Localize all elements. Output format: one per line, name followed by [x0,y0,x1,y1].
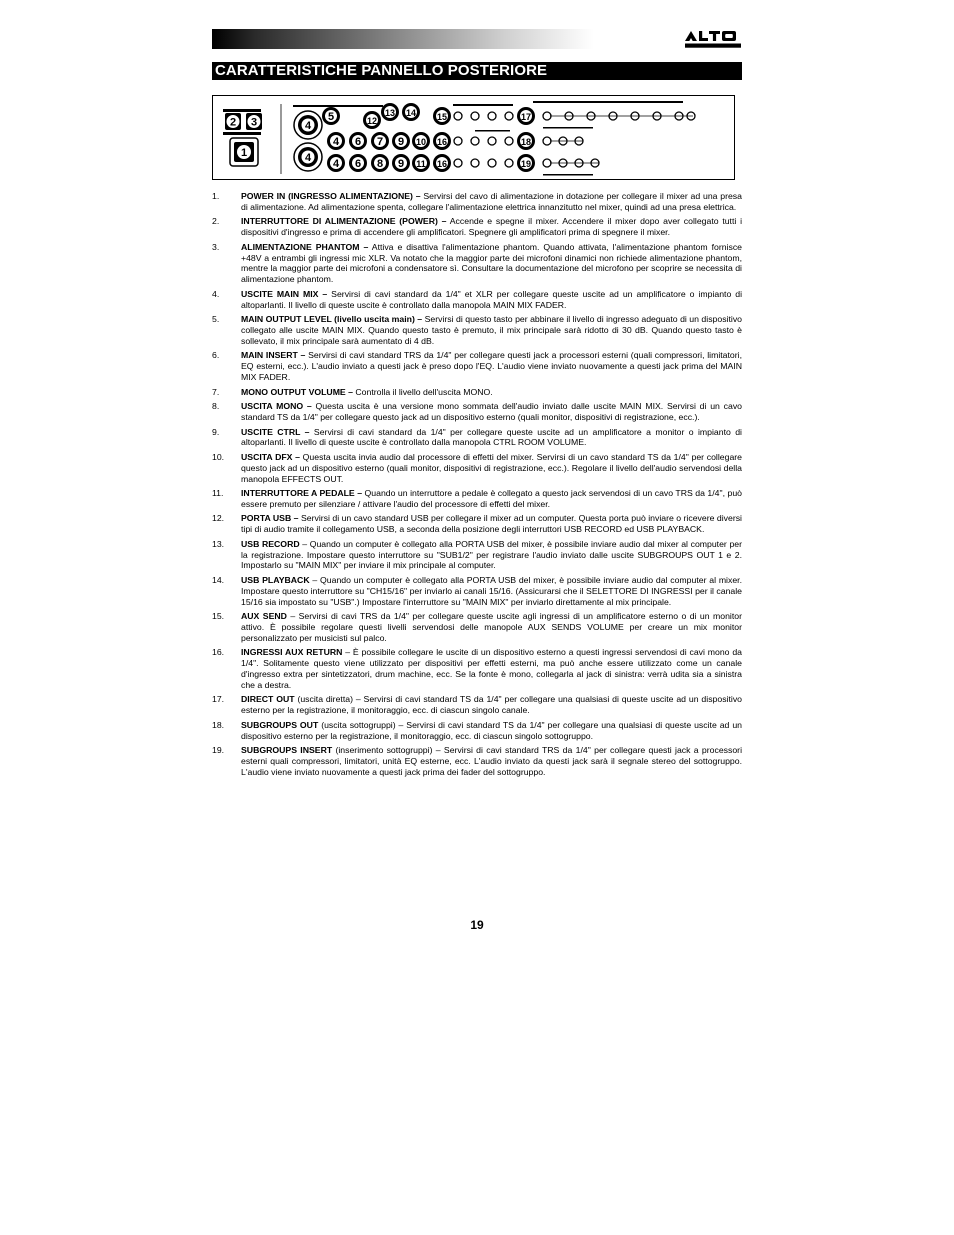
alto-logo [684,30,742,49]
feature-term: INGRESSI AUX RETURN [241,647,343,658]
feature-term: SUBGROUPS OUT [241,719,319,730]
feature-description: Servirsi del cavo di alimentazione in dotazione per collegare il mixer ad una presa di alimentazione. Ad alimentazione spenta, collegare l'alimentazione elettrica innanzitutto nel mixer, quindi ad una presa elettrica. [241,191,742,212]
feature-description: Servirsi di questo tasto per abbinare il livello di ingresso adeguato di un dispositivo collegato alle uscite MAIN MIX. Quando questo tasto è premuto, il mix principale sarà ridotto di 30 dB. Quando questo tasto è sollevato, il mix principale sarà aumentato di 4 dB. [241,314,742,346]
feature-description: – Quando un computer è collegato alla PORTA USB del mixer, è possibile inviare audio dal computer al mixer. Impostare questo interruttore su "CH15/16" per inviarlo ai canali 15/16. (Assicurarsi che il SELETTORE DI INGRESSI per il canale 15/16 sia impostato su "USB".) Impostare l'interruttore su "MAIN MIX" per inviarlo direttamente al mix principale. [241,575,742,607]
feature-item [212,350,742,382]
feature-description: – Servirsi di cavi TRS da 1/4" per collegare queste uscite agli ingressi di un amplificatore esterno o di un monitor attivo. È possibile regolare questi livelli servendosi delle manopole AUX SENDS VOLUME per creare un mix monitor personalizzato per musicisti sul palco. [241,611,742,643]
callout-6b: 6 [354,158,362,170]
feature-number: 3. [212,241,220,252]
feature-term: INTERRUTTORE A PEDALE – [241,488,363,499]
callout-12: 12 [366,116,378,126]
feature-term: POWER IN (INGRESSO ALIMENTAZIONE) – [241,191,421,201]
callout-11: 11 [416,159,426,169]
callout-7: 7 [376,136,384,148]
rear-panel-diagram [212,95,735,180]
callout-4b: 4 [304,152,312,164]
callout-4a: 4 [304,120,312,132]
feature-item [212,387,742,398]
feature-description: Servirsi di cavi standard TRS da 1/4" per collegare questi jack a processori esterni (quali compressori, limitatori, EQ esterni, ecc.). L'audio inviato a questi jack è preso dopo l'EQ. L'audio viene inviato nuovamente a questi jack prima del MAIN MIX FADER. [241,350,742,382]
callout-13: 13 [384,108,396,118]
feature-term: MAIN OUTPUT LEVEL (livello uscita main) – [241,314,423,325]
feature-description: Quando un interruttore a pedale è collegato a questo jack servendosi di un cavo TRS da 1/4", può essere premuto per silenziare / attivare l'audio del processore di effetti del mixer. [241,488,742,509]
feature-item [212,289,742,311]
callout-5: 5 [327,111,335,123]
feature-term: INTERRUTTORE DI ALIMENTAZIONE (POWER) – [241,216,447,227]
feature-term: USB PLAYBACK [241,575,310,586]
page-number: 19 [470,918,484,932]
feature-number: 5. [212,314,220,325]
feature-term: USCITE CTRL – [241,426,310,437]
callout-1: 1 [240,147,248,159]
feature-description: (uscita diretta) – Servirsi di cavi standard TS da 1/4" per collegare una qualsiasi di queste uscite ad un dispositivo esterno per la registrazione, il monitoraggio, ecc. di ciascun singolo canale. [241,694,742,716]
feature-item [212,745,742,777]
feature-term: AUX SEND [241,611,287,622]
feature-item [212,539,742,571]
feature-number: 8. [212,401,220,412]
power-section [223,109,262,166]
feature-number: 7. [212,386,220,397]
feature-item [212,513,742,535]
feature-description: (inserimento sottogruppi) – Servirsi di cavi standard TRS da 1/4" per collegare questi jack a processori esterni quali compressori, limitatori, unità EQ esterne, ecc. L'audio inviato da questi jack sarà il segnale stereo del sottogruppo. L'audio viene inviato nuovamente a questi jack prima dei fader del sottogruppo. [241,745,743,777]
feature-term: USB RECORD [241,538,300,549]
callout-4c: 4 [332,136,340,148]
feature-term: MONO OUTPUT VOLUME – [241,386,353,397]
callout-2: 2 [229,116,237,129]
callout-4d: 4 [332,158,340,170]
callout-17: 17 [520,112,532,122]
feature-item [212,191,742,213]
feature-description: Accende e spegne il mixer. Accendere il mixer dopo aver collegato tutti i dispositivi d'ingresso e prima di accendere gli amplificatori. Spegnere gli amplificatori prima di spegnere il mixer. [241,216,742,238]
aux-section [433,104,513,172]
feature-item [212,611,742,643]
feature-item [212,242,742,285]
feature-number: 1. [212,191,220,201]
feature-term: PORTA USB – [241,513,299,524]
feature-list [212,191,742,781]
feature-number: 4. [212,288,220,299]
feature-item [212,647,742,690]
feature-number: 11. [212,488,224,499]
callout-14: 14 [405,108,417,118]
feature-item [212,314,742,346]
feature-number: 6. [212,350,220,361]
callout-18: 18 [520,137,532,147]
feature-number: 16. [212,647,225,658]
callout-10: 10 [415,137,427,147]
feature-item [212,216,742,238]
feature-description: Questa uscita invia audio dal processore di effetti del mixer. Servirsi di un cavo standard TS da 1/4" per collegare questo jack ad un dispositivo esterno (quali monitor, dispositivi di registrazione, ecc.). Regolare il livello dell'audio servendosi della manopola EFFECTS OUT. [241,451,742,484]
feature-term: USCITE MAIN MIX – [241,288,328,299]
feature-term: MAIN INSERT – [241,350,306,361]
callout-3: 3 [250,116,258,129]
direct-out-subgroups [517,101,695,176]
feature-item [212,720,742,742]
section-title: CARATTERISTICHE PANNELLO POSTERIORE [212,62,742,80]
feature-item [212,401,742,423]
feature-number: 9. [212,426,220,437]
feature-description: Questa uscita è una versione mono sommata dell'audio inviato dalle uscite MAIN MIX. Servirsi di un cavo standard TS da 1/4" per collegare questo jack ad un dispositivo esterno (quali monitor, dispositivi di registrazione, ecc.). [241,401,742,422]
feature-item [212,694,742,716]
feature-description: – È possibile collegare le uscite di un dispositivo esterno a questi ingressi servendosi di cavi mono da 1/4". Solitamente questo viene utilizzato per dispositivi per effetti esterni, ma può anche essere utilizzato come un canale d'ingresso extra per sintetizzatori, drum machine, ecc. Se la fonte è mono, collegarla al jack di sinistra: verrà udita sia a sinistra che a destra. [241,647,742,690]
feature-term: USCITA MONO – [241,401,312,412]
feature-term: SUBGROUPS INSERT [241,745,333,756]
feature-description: Servirsi di un cavo standard USB per collegare il mixer ad un computer. Questa porta può inviare o ricevere diversi tipi di audio tramite il collegamento USB, a seconda della posizione degli interruttori USB RECORD ed USB PLAYBACK. [241,513,742,535]
feature-number: 12. [212,513,225,524]
feature-number: 10. [212,451,225,462]
feature-term: ALIMENTAZIONE PHANTOM – [241,241,369,252]
feature-item [212,427,742,449]
jack-callouts [322,103,430,172]
feature-number: 19. [212,745,225,756]
feature-item [212,575,742,607]
feature-description: – Quando un computer è collegato alla PORTA USB del mixer, è possibile inviare audio dal mixer al computer per la registrazione. Impostare questo interruttore su "SUB1/2" per registrare l'audio inviato dalle uscite SUBGROUPS OUT 1 e 2. Impostarlo su "MAIN MIX" per inviare il mix principale al computer. [241,538,743,571]
callout-19: 19 [520,159,532,169]
feature-term: DIRECT OUT [241,694,295,705]
feature-item [212,488,742,510]
feature-number: 17. [212,694,225,705]
feature-number: 13. [212,538,225,549]
header-gradient-bar [212,29,742,49]
callout-16a: 16 [436,137,448,147]
callout-9a: 9 [397,136,405,148]
callout-6a: 6 [354,136,362,148]
feature-description: Servirsi di cavi standard da 1/4" per collegare queste uscite ad un amplificatore a monitor o impianto di altoparlanti. Il livello di queste uscite è controllato dalla manopola CTRL ROOM VOLUME. [241,426,742,448]
feature-description: Controlla il livello dell'uscita MONO. [352,386,493,397]
callout-9b: 9 [397,158,405,170]
feature-number: 15. [212,611,225,622]
feature-item [212,452,742,484]
callout-8: 8 [376,158,384,170]
feature-description: Servirsi di cavi standard da 1/4" et XLR per collegare queste uscite ad un amplificatore o impianto di altoparlanti. Il livello di queste uscite è controllato dalla manopola MAIN MIX FADER. [241,288,742,310]
feature-number: 18. [212,719,225,730]
feature-term: USCITA DFX – [241,451,300,462]
feature-number: 14. [212,575,225,586]
callout-16b: 16 [436,159,448,169]
callout-15: 15 [436,112,448,122]
feature-description: (uscita sottogruppi) – Servirsi di cavi standard TS da 1/4" per collegare una qualsiasi di queste uscite ad un dispositivo esterno per la registrazione, il monitoraggio, ecc. di ciascun singolo sottogruppo. [241,719,742,741]
feature-number: 2. [212,216,220,227]
feature-description: Attiva e disattiva l'alimentazione phantom. Quando attivata, l'alimentazione phantom fornisce +48V a entrambi gli ingressi mic XLR. Va notato che la maggior parte dei microfoni dinamici non richiede alimentazione phantom, mentre la maggior parte dei microfoni a condensatore sì. Consultare la documentazione del microfono per scoprire se necessita di alimentazione phantom. [241,241,743,285]
